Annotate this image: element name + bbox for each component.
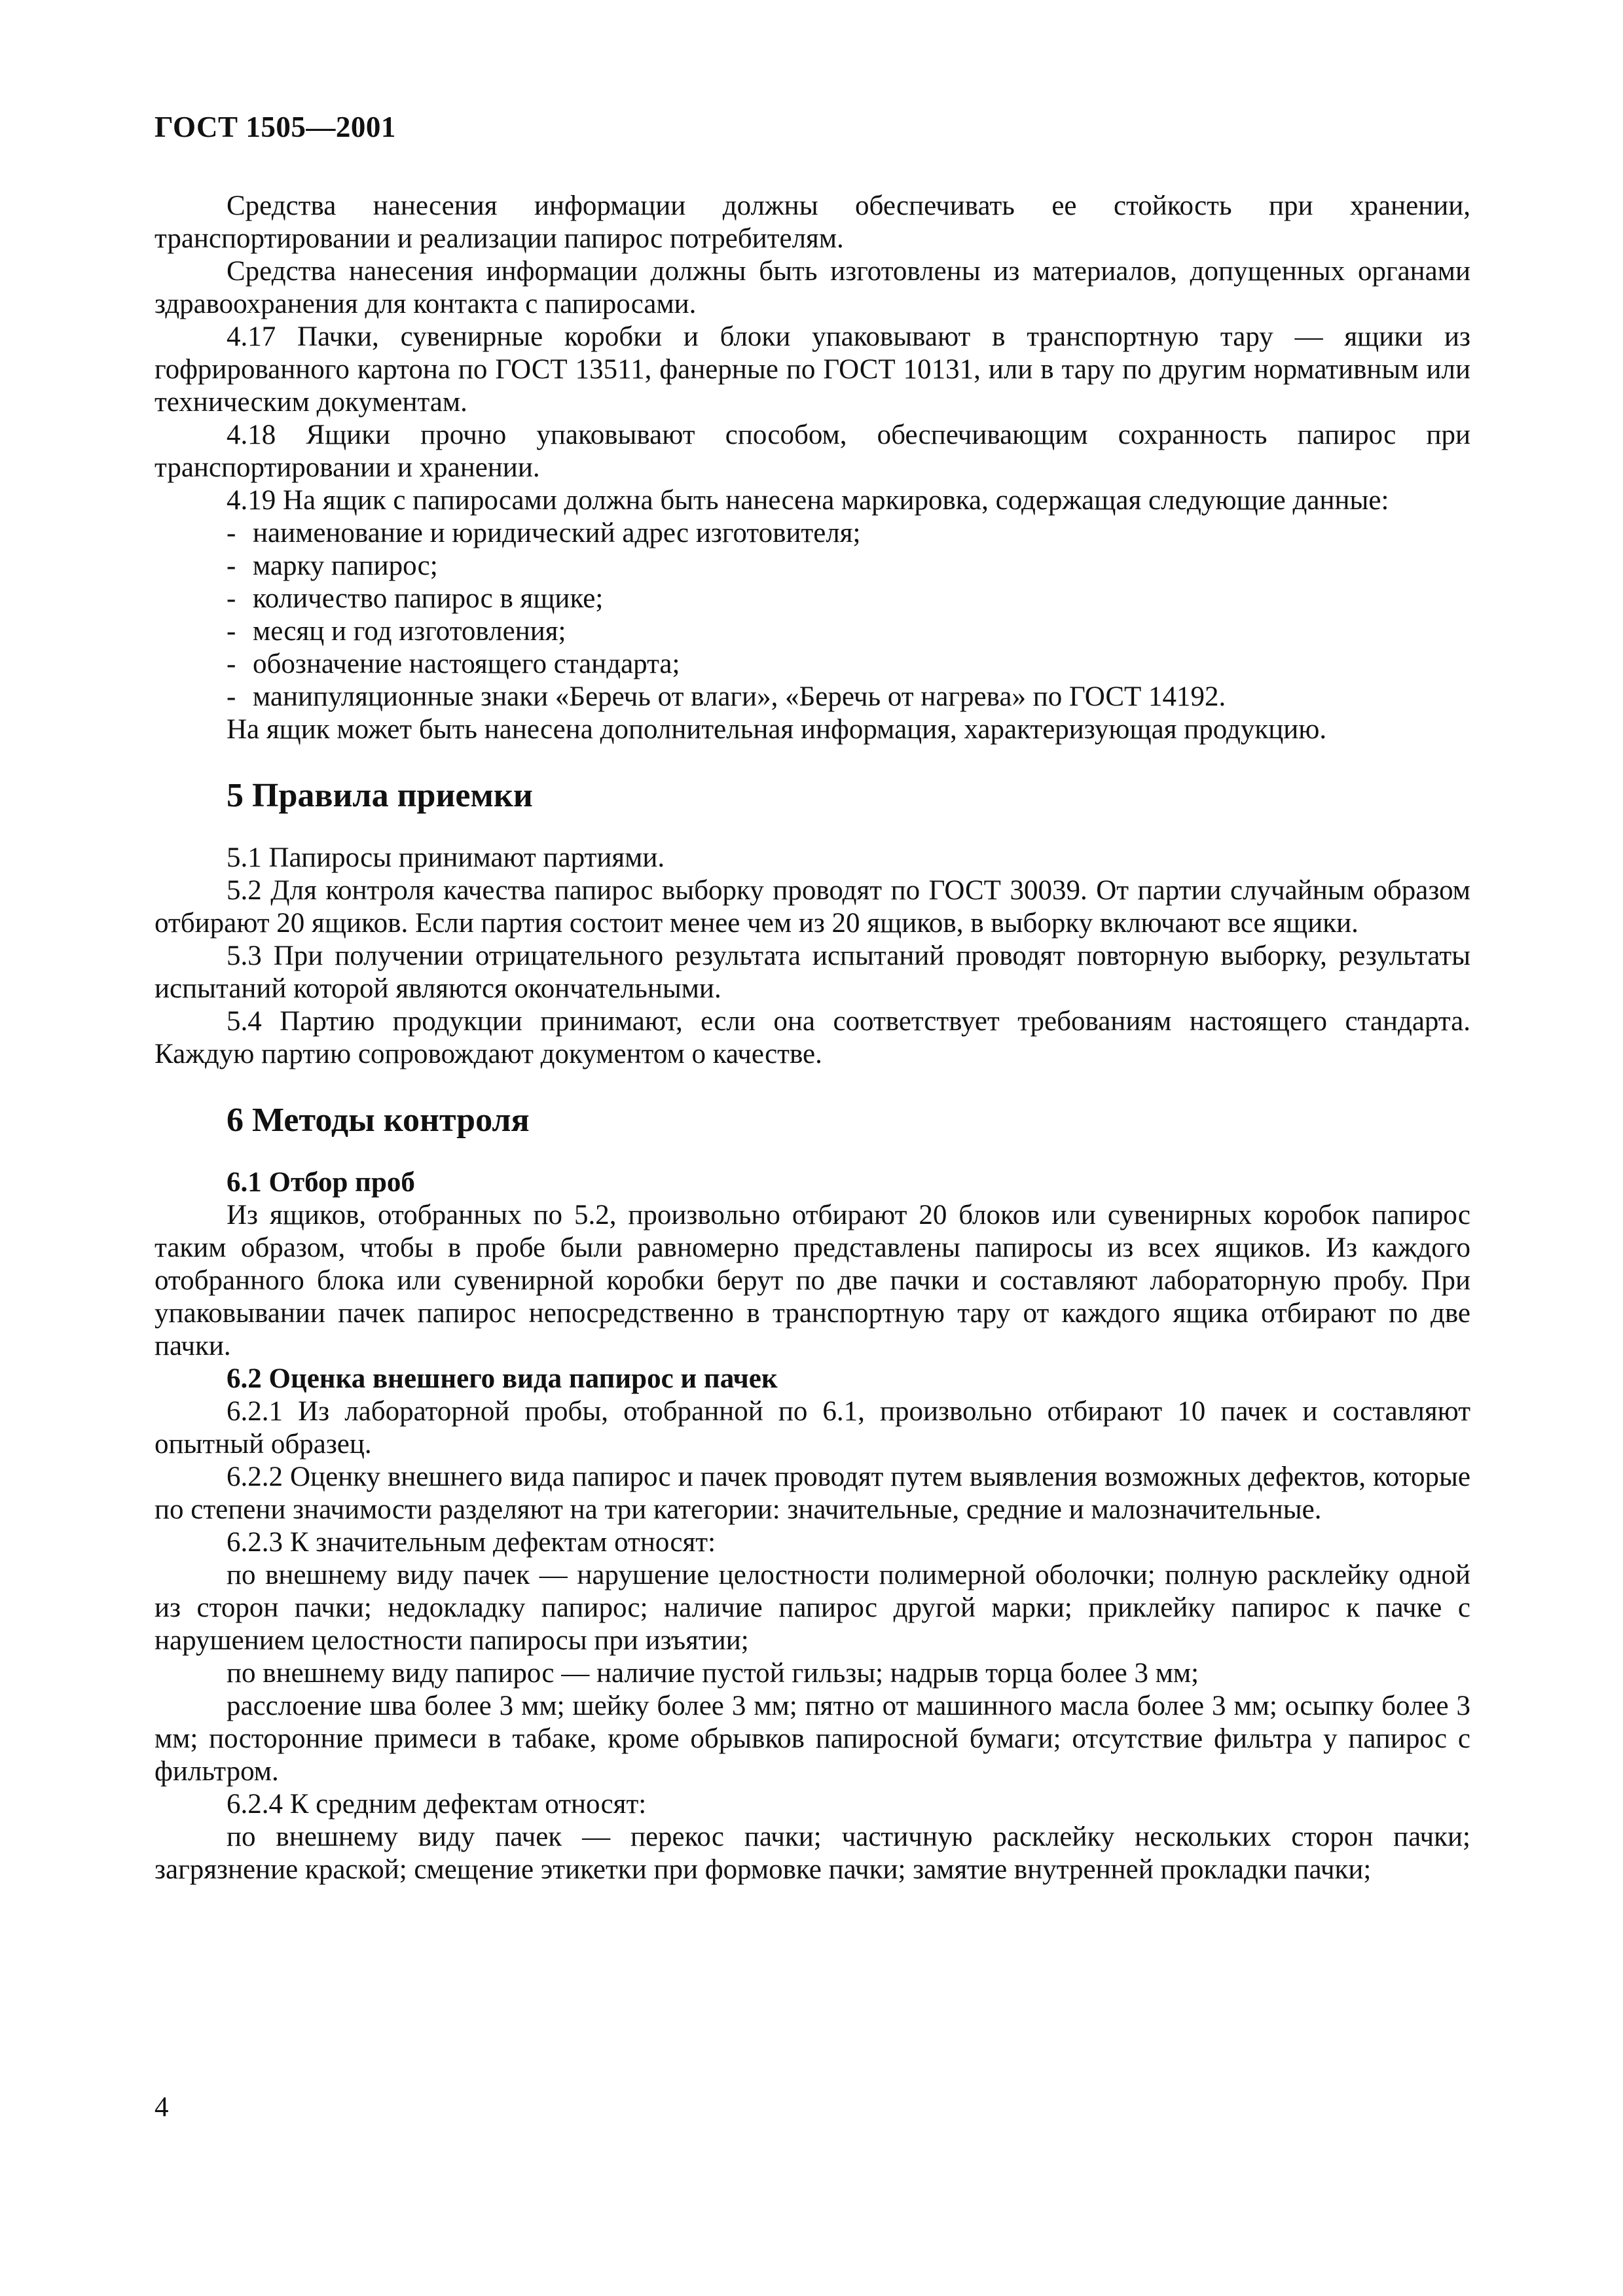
- list-item: - обозначение настоящего стандарта;: [227, 649, 680, 679]
- list-item: - наименование и юридический адрес изготовителя;: [227, 518, 861, 548]
- list-item: - количество папирос в ящике;: [227, 583, 604, 614]
- paragraph-5-1: 5.1 Папиросы принимают партиями.: [227, 842, 665, 873]
- paragraph-4-18: 4.18 Ящики прочно упаковывают способом, обеспечивающим сохранность папирос при транспортировании и хранении.: [155, 420, 1470, 483]
- paragraph: по внешнему виду пачек — перекос пачки; частичную расклейку нескольких сторон пачки; загрязнение краской; смещение этикетки при формовке пачки; замятие внутренней прокладки пачки;: [155, 1821, 1470, 1885]
- paragraph-4-17: 4.17 Пачки, сувенирные коробки и блоки упаковывают в транспортную тару — ящики из гофрированного картона по ГОСТ 13511, фанерные по ГОСТ 10131, или в тару по другим нормативным или техническим документам.: [155, 321, 1470, 418]
- subsection-heading-6-1: 6.1 Отбор проб: [227, 1167, 415, 1198]
- paragraph-4-19: 4.19 На ящик с папиросами должна быть нанесена маркировка, содержащая следующие данные:: [227, 485, 1389, 516]
- standard-code-header: ГОСТ 1505—2001: [155, 111, 396, 143]
- paragraph: по внешнему виду пачек — нарушение целостности полимерной оболочки; полную расклейку одной из сторон пачки; недокладку папирос; наличие папирос другой марки; приклейку папирос к пачке с нарушением целостности папиросы при изъятии;: [155, 1560, 1470, 1656]
- section-heading-5: 5 Правила приемки: [227, 777, 533, 814]
- paragraph-6-2-1: 6.2.1 Из лабораторной пробы, отобранной по 6.1, произвольно отбирают 10 пачек и составляют опытный образец.: [155, 1396, 1470, 1460]
- paragraph: расслоение шва более 3 мм; шейку более 3 мм; пятно от машинного масла более 3 мм; осыпку более 3 мм; посторонние примеси в табаке, кроме обрывков папиросной бумаги; отсутствие фильтра у папирос с фильтром.: [155, 1691, 1470, 1787]
- paragraph: Средства нанесения информации должны быть изготовлены из материалов, допущенных органами здравоохранения для контакта с папиросами.: [155, 256, 1470, 319]
- paragraph-5-2: 5.2 Для контроля качества папирос выборку проводят по ГОСТ 30039. От партии случайным образом отбирают 20 ящиков. Если партия состоит менее чем из 20 ящиков, в выборку включают все ящики.: [155, 875, 1470, 939]
- page-number: 4: [155, 2092, 169, 2123]
- paragraph: Средства нанесения информации должны обеспечивать ее стойкость при хранении, транспортировании и реализации папирос потребителям.: [155, 190, 1470, 254]
- document-body: [155, 190, 1470, 1886]
- marking-list: [155, 517, 1470, 713]
- paragraph: по внешнему виду папирос — наличие пустой гильзы; надрыв торца более 3 мм;: [227, 1658, 1199, 1689]
- paragraph-6-1: Из ящиков, отобранных по 5.2, произвольно отбирают 20 блоков или сувенирных коробок папирос таким образом, чтобы в пробе были равномерно представлены папиросы из всех ящиков. Из каждого отобранного блока или сувенирной коробки берут по две пачки и составляют лабораторную пробу. При упаковывании пачек папирос непосредственно в транспортную тару от каждого ящика отбирают по две пачки.: [155, 1200, 1470, 1361]
- paragraph: На ящик может быть нанесена дополнительная информация, характеризующая продукцию.: [227, 714, 1327, 745]
- list-item: - манипуляционные знаки «Беречь от влаги», «Беречь от нагрева» по ГОСТ 14192.: [227, 681, 1226, 712]
- section-heading-6: 6 Методы контроля: [227, 1102, 530, 1139]
- paragraph-5-3: 5.3 При получении отрицательного результата испытаний проводят повторную выборку, результаты испытаний которой являются окончательными.: [155, 941, 1470, 1004]
- paragraph-6-2-3: 6.2.3 К значительным дефектам относят:: [227, 1527, 716, 1558]
- paragraph-6-2-4: 6.2.4 К средним дефектам относят:: [227, 1789, 647, 1820]
- list-item: - марку папирос;: [227, 550, 438, 581]
- paragraph-6-2-2: 6.2.2 Оценку внешнего вида папирос и пачек проводят путем выявления возможных дефектов, которые по степени значимости разделяют на три категории: значительные, средние и малозначительные.: [155, 1462, 1470, 1525]
- paragraph-5-4: 5.4 Партию продукции принимают, если она соответствует требованиям настоящего стандарта. Каждую партию сопровождают документом о качестве.: [155, 1006, 1470, 1069]
- subsection-heading-6-2: 6.2 Оценка внешнего вида папирос и пачек: [227, 1363, 778, 1394]
- list-item: - месяц и год изготовления;: [227, 616, 566, 647]
